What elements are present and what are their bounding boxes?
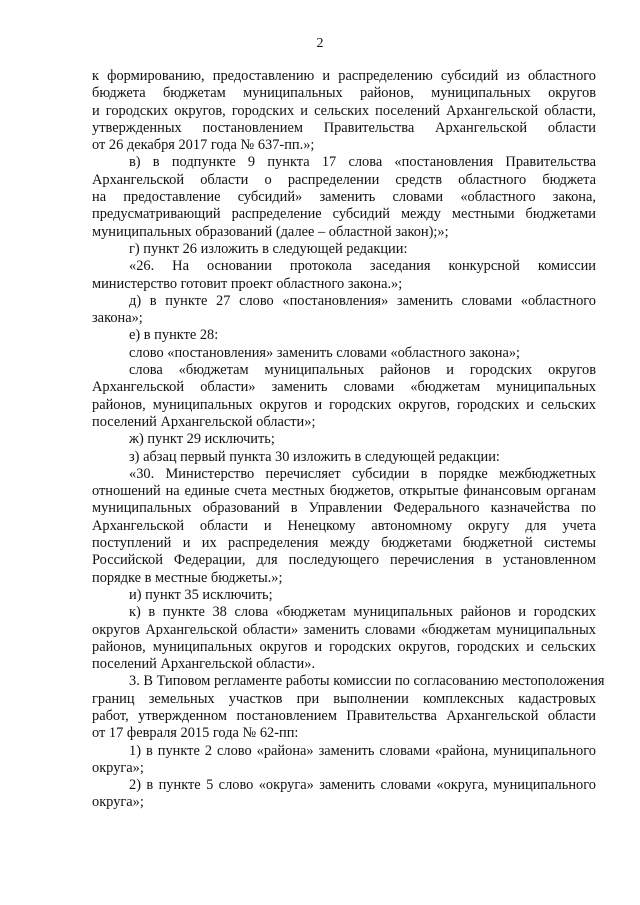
text-line: поселений Архангельской области»;: [92, 413, 316, 430]
text-line: районов, муниципальных округов и городских округов, городских и сельских: [92, 638, 596, 655]
paragraph: [92, 68, 596, 154]
text-line: е) в пункте 28:: [129, 327, 219, 344]
text-line: г) пункт 26 изложить в следующей редакции:: [129, 240, 408, 257]
text-line: границ земельных участков при выполнении комплексных кадастровых: [92, 690, 596, 707]
text-line: округов Архангельской области» заменить словами «бюджетам муниципальных: [92, 621, 596, 638]
text-line: отношений на единые счета местных бюджетов, открытые финансовым органам: [92, 483, 596, 500]
paragraph: [92, 154, 596, 240]
paragraph: [92, 777, 596, 812]
document-body: [92, 68, 605, 812]
text-line: к) в пункте 38 слова «бюджетам муниципальных районов и городских: [129, 604, 596, 621]
text-line: утвержденных постановлением Правительства Архангельской области: [92, 119, 596, 136]
text-line: предусматривающий распределение субсидий между местными бюджетами: [92, 206, 596, 223]
text-line: муниципальных образований (далее – областной закон);»;: [92, 223, 449, 240]
page-number: 2: [316, 36, 324, 51]
text-line: 2) в пункте 5 слово «округа» заменить словами «округа, муниципального: [129, 777, 596, 794]
text-line: 1) в пункте 2 слово «района» заменить словами «района, муниципального: [129, 742, 596, 759]
paragraph: [92, 604, 596, 673]
text-line: от 26 декабря 2017 года № 637-пп.»;: [92, 137, 315, 154]
text-line: ж) пункт 29 исключить;: [129, 431, 275, 448]
paragraph: [92, 327, 596, 344]
text-line: к формированию, предоставлению и распределению субсидий из областного: [92, 68, 596, 84]
text-line: от 17 февраля 2015 года № 62-пп:: [92, 725, 299, 742]
text-line: поступлений и их распределения между бюджетами бюджетной системы: [92, 535, 596, 552]
text-line: поселений Архангельской области».: [92, 656, 316, 673]
text-line: и) пункт 35 исключить;: [129, 586, 273, 603]
text-line: «30. Министерство перечисляет субсидии в порядке межбюджетных: [129, 465, 596, 482]
text-line: 3. В Типовом регламенте работы комиссии по согласованию местоположения: [129, 673, 605, 690]
text-line: в) в подпункте 9 пункта 17 слова «постановления Правительства: [129, 154, 596, 171]
text-line: Архангельской области и Ненецкому автономному округу для учета: [92, 517, 596, 534]
text-line: «26. На основании протокола заседания конкурсной комиссии: [129, 258, 596, 275]
text-line: и городских округов, городских и сельских поселений Архангельской области,: [92, 102, 596, 119]
text-line: на предоставление субсидий» заменить словами «областного закона,: [92, 189, 596, 206]
text-line: порядке в местные бюджеты.»;: [92, 569, 283, 586]
text-line: Архангельской области о распределении средств областного бюджета: [92, 171, 596, 188]
paragraph: [92, 466, 596, 587]
paragraph: [92, 449, 596, 466]
paragraph: [92, 241, 596, 258]
text-line: Архангельской области» заменить словами «бюджетам муниципальных: [92, 379, 596, 396]
paragraph: [92, 293, 596, 328]
text-line: бюджета бюджетам муниципальных районов, муниципальных округов: [92, 85, 596, 102]
text-line: районов, муниципальных округов и городских округов, городских и сельских: [92, 396, 596, 413]
paragraph: [92, 362, 596, 431]
text-line: слова «бюджетам муниципальных районов и городских округов: [129, 362, 596, 379]
paragraph: [92, 345, 596, 362]
paragraph: [92, 431, 596, 448]
text-line: Российской Федерации, для последующего перечисления в установленном: [92, 552, 596, 569]
text-line: з) абзац первый пункта 30 изложить в следующей редакции:: [129, 448, 500, 465]
paragraph: [92, 743, 596, 778]
text-line: д) в пункте 27 слово «постановления» заменить словами «областного: [129, 292, 596, 309]
text-line: округа»;: [92, 794, 144, 811]
text-line: округа»;: [92, 759, 144, 776]
paragraph: [92, 673, 605, 742]
text-line: министерство готовит проект областного закона.»;: [92, 275, 403, 292]
paragraph: [92, 587, 596, 604]
text-line: работ, утвержденном постановлением Правительства Архангельской области: [92, 707, 596, 724]
paragraph: [92, 258, 596, 293]
text-line: закона»;: [92, 310, 143, 327]
text-line: слово «постановления» заменить словами «областного закона»;: [129, 344, 521, 361]
text-line: муниципальных образований в Управлении Федерального казначейства по: [92, 500, 596, 517]
